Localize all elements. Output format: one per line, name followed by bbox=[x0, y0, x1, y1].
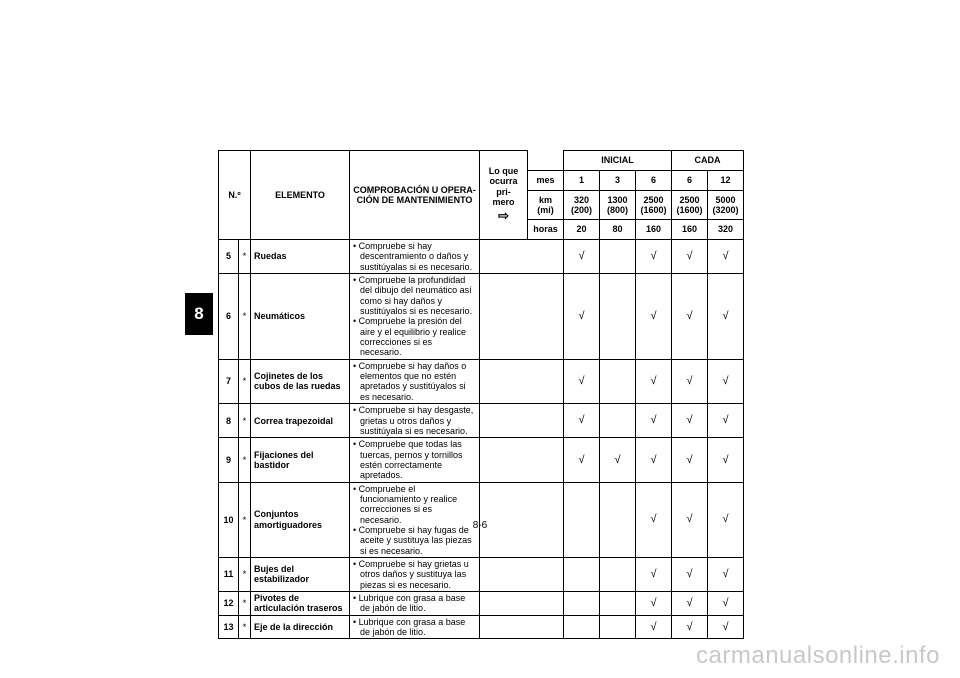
description-line: • Compruebe si hay desgaste, grietas u otros daños y sustitúyala si es necesario. bbox=[353, 405, 474, 436]
lo-que-blank bbox=[480, 438, 564, 482]
lo-que-blank bbox=[480, 592, 564, 616]
check-mark bbox=[564, 592, 600, 616]
row-number: 13 bbox=[219, 615, 239, 639]
row-item: Pivotes de articulación traseros bbox=[251, 592, 350, 616]
check-mark bbox=[600, 557, 636, 591]
section-tab: 8 bbox=[185, 293, 213, 335]
check-mark: √ bbox=[564, 404, 600, 438]
check-mark: √ bbox=[708, 615, 744, 639]
check-mark: √ bbox=[708, 438, 744, 482]
table-row bbox=[219, 438, 744, 482]
row-item: Neumáticos bbox=[251, 274, 350, 360]
check-mark: √ bbox=[564, 438, 600, 482]
check-mark: √ bbox=[672, 592, 708, 616]
check-mark: √ bbox=[708, 557, 744, 591]
table-row bbox=[219, 274, 744, 360]
lo-que-blank bbox=[480, 240, 564, 274]
table-row bbox=[219, 557, 744, 591]
check-mark: √ bbox=[636, 592, 672, 616]
header-blank bbox=[528, 151, 564, 171]
table-row bbox=[219, 359, 744, 403]
row-star: * bbox=[239, 274, 251, 360]
row-star: * bbox=[239, 592, 251, 616]
row-star: * bbox=[239, 557, 251, 591]
mes-value: 6 bbox=[672, 171, 708, 191]
description-line: • Compruebe la profundidad del dibujo del neumático así como si hay daños y sustitúyalos si es necesario. bbox=[353, 275, 473, 317]
horas-value: 20 bbox=[564, 220, 600, 240]
check-mark: √ bbox=[636, 615, 672, 639]
row-description bbox=[350, 404, 480, 438]
mes-value: 12 bbox=[708, 171, 744, 191]
horas-value: 80 bbox=[600, 220, 636, 240]
check-mark: √ bbox=[564, 359, 600, 403]
lo-que-blank bbox=[480, 359, 564, 403]
row-description bbox=[350, 615, 480, 639]
lo-que-blank bbox=[480, 404, 564, 438]
check-mark: √ bbox=[672, 482, 708, 557]
km-value: 2500 (1600) bbox=[672, 191, 708, 220]
check-mark: √ bbox=[708, 240, 744, 274]
check-mark: √ bbox=[636, 240, 672, 274]
mes-value: 6 bbox=[636, 171, 672, 191]
row-description bbox=[350, 240, 480, 274]
check-mark: √ bbox=[708, 404, 744, 438]
row-item: Bujes del estabilizador bbox=[251, 557, 350, 591]
header-no: N.º bbox=[219, 151, 251, 240]
row-description bbox=[350, 274, 480, 360]
lo-que-blank bbox=[480, 274, 564, 360]
header-lo-que bbox=[480, 151, 528, 240]
row-description bbox=[350, 438, 480, 482]
header-cada: CADA bbox=[672, 151, 744, 171]
row-description bbox=[350, 557, 480, 591]
row-number: 7 bbox=[219, 359, 239, 403]
row-description bbox=[350, 359, 480, 403]
horas-label: horas bbox=[528, 220, 564, 240]
row-star: * bbox=[239, 438, 251, 482]
description-line: • Lubrique con grasa a base de jabón de litio. bbox=[353, 593, 466, 614]
check-mark: √ bbox=[672, 557, 708, 591]
check-mark: √ bbox=[636, 404, 672, 438]
check-mark bbox=[564, 557, 600, 591]
table-row bbox=[219, 240, 744, 274]
row-item: Eje de la dirección bbox=[251, 615, 350, 639]
row-item: Conjuntos amortiguadores bbox=[251, 482, 350, 557]
check-mark: √ bbox=[636, 438, 672, 482]
mes-value: 1 bbox=[564, 171, 600, 191]
table-row bbox=[219, 592, 744, 616]
check-mark: √ bbox=[564, 274, 600, 360]
row-star: * bbox=[239, 615, 251, 639]
page-number: 8-6 bbox=[472, 520, 488, 531]
check-mark: √ bbox=[708, 482, 744, 557]
check-mark bbox=[600, 482, 636, 557]
check-mark: √ bbox=[636, 359, 672, 403]
horas-value: 320 bbox=[708, 220, 744, 240]
check-mark bbox=[600, 359, 636, 403]
row-number: 6 bbox=[219, 274, 239, 360]
check-mark bbox=[600, 404, 636, 438]
km-label: km (mi) bbox=[528, 191, 564, 220]
row-item: Fijaciones del bastidor bbox=[251, 438, 350, 482]
mes-value: 3 bbox=[600, 171, 636, 191]
check-mark bbox=[564, 615, 600, 639]
row-star: * bbox=[239, 482, 251, 557]
header-comprobacion: COMPROBACIÓN U OPERA- CIÓN DE MANTENIMIENTO bbox=[350, 151, 480, 240]
lo-que-blank bbox=[480, 557, 564, 591]
check-mark: √ bbox=[708, 592, 744, 616]
check-mark: √ bbox=[600, 438, 636, 482]
check-mark bbox=[600, 240, 636, 274]
km-value: 320 (200) bbox=[564, 191, 600, 220]
check-mark: √ bbox=[672, 438, 708, 482]
row-star: * bbox=[239, 240, 251, 274]
check-mark bbox=[564, 482, 600, 557]
description-line: • Compruebe la presión del aire y el equilibrio y realice correcciones si es necesario. bbox=[353, 316, 467, 358]
check-mark bbox=[600, 615, 636, 639]
check-mark bbox=[600, 592, 636, 616]
horas-value: 160 bbox=[636, 220, 672, 240]
check-mark: √ bbox=[636, 557, 672, 591]
horas-value: 160 bbox=[672, 220, 708, 240]
check-mark: √ bbox=[672, 615, 708, 639]
maintenance-table bbox=[218, 150, 744, 639]
km-value: 5000 (3200) bbox=[708, 191, 744, 220]
description-line: • Compruebe si hay daños o elementos que no estén apretados y sustitúyalos si es necesario. bbox=[353, 360, 467, 402]
check-mark: √ bbox=[672, 359, 708, 403]
check-mark: √ bbox=[708, 359, 744, 403]
description-line: • Compruebe que todas las tuercas, pernos y tornillos estén correctamente apretados. bbox=[353, 439, 463, 481]
km-value: 2500 (1600) bbox=[636, 191, 672, 220]
table-row bbox=[219, 615, 744, 639]
row-number: 10 bbox=[219, 482, 239, 557]
row-number: 5 bbox=[219, 240, 239, 274]
row-number: 8 bbox=[219, 404, 239, 438]
check-mark: √ bbox=[672, 240, 708, 274]
check-mark: √ bbox=[672, 404, 708, 438]
check-mark: √ bbox=[708, 274, 744, 360]
header-inicial: INICIAL bbox=[564, 151, 672, 171]
check-mark: √ bbox=[564, 240, 600, 274]
description-line: • Compruebe el funcionamiento y realice correcciones si es necesario. bbox=[353, 483, 458, 525]
description-line: • Lubrique con grasa a base de jabón de litio. bbox=[353, 616, 466, 638]
row-number: 12 bbox=[219, 592, 239, 616]
right-arrow-icon: ⇨ bbox=[498, 208, 509, 224]
row-number: 9 bbox=[219, 438, 239, 482]
check-mark: √ bbox=[672, 274, 708, 360]
watermark: carmanualsonline.info bbox=[696, 642, 940, 669]
check-mark: √ bbox=[636, 274, 672, 360]
row-item: Ruedas bbox=[251, 240, 350, 274]
lo-que-blank bbox=[480, 615, 564, 639]
header-elemento: ELEMENTO bbox=[251, 151, 350, 240]
description-line: • Compruebe si hay fugas de aceite y sustituya las piezas si es necesario. bbox=[353, 524, 472, 556]
row-item: Cojinetes de los cubos de las ruedas bbox=[251, 359, 350, 403]
description-line: • Compruebe si hay grietas u otros daños y sustituya las piezas si es necesario. bbox=[353, 558, 469, 590]
check-mark: √ bbox=[636, 482, 672, 557]
row-star: * bbox=[239, 404, 251, 438]
row-item: Correa trapezoidal bbox=[251, 404, 350, 438]
check-mark bbox=[600, 274, 636, 360]
mes-label: mes bbox=[528, 171, 564, 191]
header-lo-que-label: Lo que ocurra pri- mero bbox=[488, 165, 519, 207]
row-star: * bbox=[239, 359, 251, 403]
km-value: 1300 (800) bbox=[600, 191, 636, 220]
description-line: • Compruebe si hay descentramiento o daños y sustitúyalas si es necesario. bbox=[353, 241, 473, 272]
row-description bbox=[350, 592, 480, 616]
table-row bbox=[219, 404, 744, 438]
row-number: 11 bbox=[219, 557, 239, 591]
